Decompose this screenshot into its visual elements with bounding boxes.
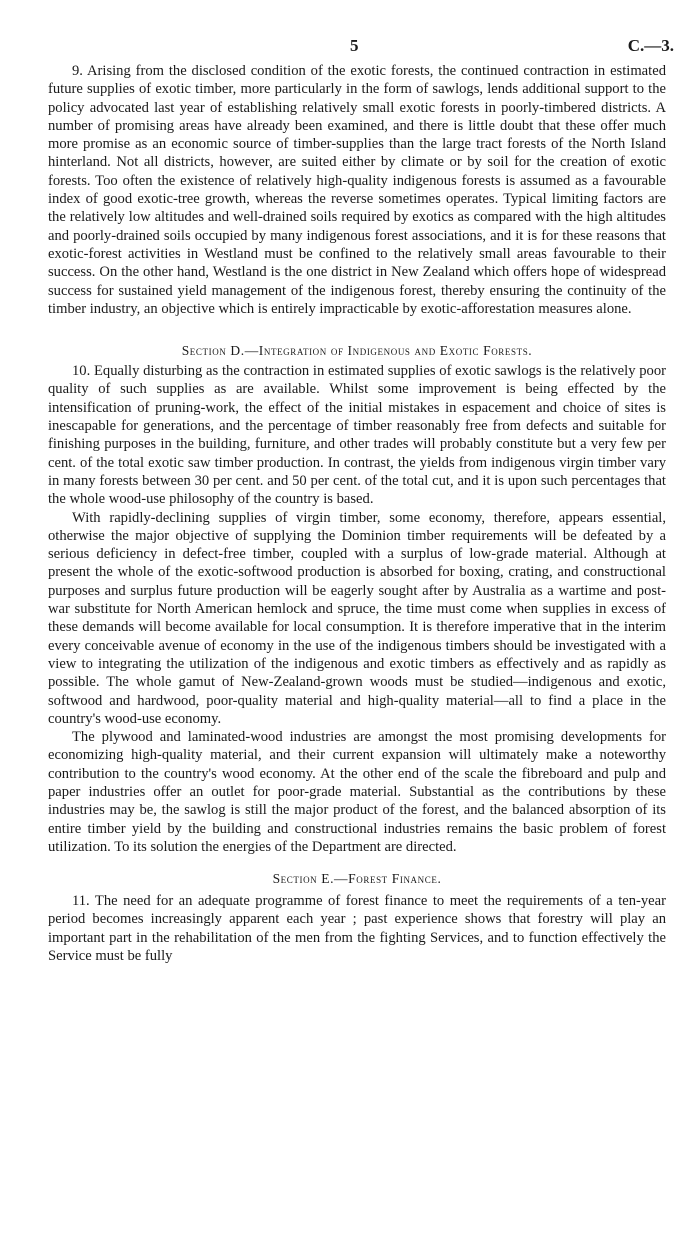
document-page xyxy=(48,36,674,965)
paragraph-11: 11. The need for an adequate programme of forest finance to meet the requirements of a ten-year period becomes increasingly apparent each year ; past experience shows that forestry will play an important part in the rehabilitation of the men from the fighting Services, and to function effectively the Service must be fully xyxy=(48,893,666,965)
section-e-heading: Section E.—Forest Finance. xyxy=(272,871,442,887)
paragraph-10-final: The plywood and laminated-wood industries are amongst the most promising developments for economizing high-quality material, and their current expansion will ultimately make a noteworthy contribution to the country's wood economy. At the other end of the scale the fibreboard and pulp and paper industries offer an outlet for poor-grade material. Substantial as the contributions by these industries may be, the sawlog is still the major product of the forest, and the balanced absorption of its entire timber yield by the building and constructional industries remains the basic problem of forest utilization. To its solution the energies of the Department are directed. xyxy=(48,729,666,855)
page-number: 5 xyxy=(350,36,359,55)
document-reference: C.—3. xyxy=(627,36,674,55)
paragraph-10-continued: With rapidly-declining supplies of virgin timber, some economy, therefore, appears essential, otherwise the major objective of supplying the Dominion timber requirements will be defeated by a serious deficiency in defect-free timber, coupled with a surplus of low-grade material. Although at present the whole of the exotic-softwood production is absorbed for boxing, crating, and constructional purposes and surplus future production will be eagerly sought after by Australia as a wartime and post-war substitute for North American hemlock and spruce, the time must come when supplies in excess of these demands will become available for local consumption. It is therefore imperative that in the interim every conceivable avenue of economy in the use of the indigenous timbers should be investigated with a view to integrating the utilization of the indigenous and exotic timbers as effectively and as rapidly as possible. The whole gamut of New-Zealand-grown woods must be studied—indigenous and exotic, softwood and hardwood, poor-quality material and high-quality material—all to find a place in the country's wood-use economy. xyxy=(48,509,666,727)
page-header xyxy=(48,36,674,62)
section-d-heading: Section D.—Integration of Indigenous and Exotic Forests. xyxy=(181,343,533,359)
paragraph-10: 10. Equally disturbing as the contraction in estimated supplies of exotic sawlogs is the relatively poor quality of such supplies as are available. Whilst some improvement is being effected by the intensification of pruning-work, the effect of the initial mistakes in espacement and choice of sites is inescapable for generations, and the percentage of timber reasonably free from defects and suitable for finishing purposes in the building, furniture, and other trades will probably constitute but a very few per cent. of the total exotic saw timber production. In contrast, the yields from indigenous virgin timber vary in many forests between 30 per cent. and 50 per cent. of the total cut, and it is upon such percentages that the whole wood-use philosophy of the country is based. xyxy=(48,363,666,508)
paragraph-9: 9. Arising from the disclosed condition of the exotic forests, the continued contraction in estimated future supplies of exotic timber, more particularly in the form of sawlogs, lends additional support to the policy advocated last year of establishing relatively small exotic forests in poorly-timbered districts. A number of promising areas have already been examined, and there is little doubt that these offer much more promise as an economic source of timber-supplies than the large tract forests of the North Island hinterland. Not all districts, however, are suited either by climate or by soil for the creation of exotic forests. Too often the existence of relatively high-quality indigenous forests is assumed as a favourable index of good exotic-tree growth, whereas the reverse sometimes operates. Typical limiting factors are the relatively low altitudes and well-drained soils required by exotics as compared with the high altitudes and poorly-drained soils occupied by many indigenous forest associations, and it is for these reasons that exotic-forest activities in Westland must be confined to the relatively small areas favourable to their success. On the other hand, Westland is the one district in New Zealand which offers hope of widespread success for sustained yield management of the indigenous forest, thereby ensuring the continuity of the timber industry, an objective which is entirely impracticable by exotic-afforestation measures alone. xyxy=(48,63,666,317)
